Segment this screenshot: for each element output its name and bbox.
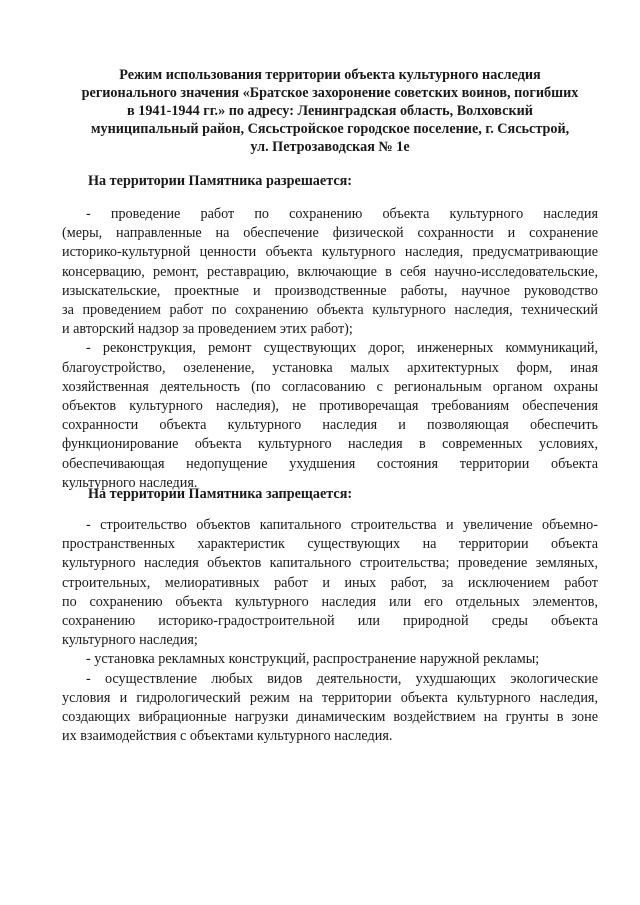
text-line: функционирование объекта культурного наследия в современных условиях, — [62, 436, 598, 453]
prohibited-heading: На территории Памятника запрещается: — [88, 486, 353, 502]
text-line: культурного наследия; — [62, 632, 198, 649]
prohibited-paragraph-construction — [62, 516, 598, 650]
title-line: в 1941-1944 гг.» по адресу: Ленинградская область, Волховский — [127, 103, 533, 119]
document-title — [60, 66, 600, 156]
text-line: создающих вибрационные нагрузки динамическим воздействием на грунты в зоне — [62, 709, 598, 726]
text-line: строительных, мелиоративных работ и иных работ, за исключением работ — [62, 574, 598, 591]
text-line: культурного наследия объектов капитального строительства; проведение земляных, — [62, 555, 598, 572]
text-line: - проведение работ по сохранению объекта культурного наследия — [86, 206, 598, 222]
text-line: по сохранению объекта культурного наследия или его отдельных элементов, — [62, 593, 598, 610]
text-line: - осуществление любых видов деятельности, ухудшающих экологические — [86, 670, 598, 687]
text-line: условия и гидрологический режим на территории объекта культурного наследия, — [62, 689, 598, 706]
allowed-heading: На территории Памятника разрешается: — [88, 173, 353, 189]
title-line: Режим использования территории объекта культурного наследия — [119, 67, 541, 83]
text-line: культурного наследия. — [62, 474, 198, 491]
text-line: сохранению историко-градостроительной или природной среды объекта — [62, 613, 598, 630]
prohibited-paragraph-ecology — [62, 670, 598, 747]
text-line: консервацию, ремонт, реставрацию, включающие в себя научно-исследовательские, — [62, 263, 598, 280]
text-line: историко-культурной ценности объекта культурного наследия, предусматривающие — [62, 244, 598, 261]
allowed-paragraph-reconstruction — [62, 339, 598, 493]
text-line: сохранности объекта культурного наследия и позволяющая обеспечить — [62, 417, 598, 434]
title-line: муниципальный район, Сясьстройское городское поселение, г. Сясьстрой, — [90, 121, 570, 137]
text-line: обеспечивающая недопущение ухудшения состояния территории объекта — [62, 455, 598, 472]
title-line: регионального значения «Братское захоронение советских воинов, погибших — [81, 85, 579, 101]
text-line: объектов культурного наследия), не противоречащая требованиям обеспечения — [62, 398, 598, 415]
text-line: - реконструкция, ремонт существующих дорог, инженерных коммуникаций, — [86, 340, 598, 357]
title-line: ул. Петрозаводская № 1е — [250, 139, 410, 155]
text-line: (меры, направленные на обеспечение физической сохранности и сохранение — [62, 225, 598, 242]
prohibited-section — [62, 516, 598, 746]
text-line: хозяйственная деятельность (по согласованию с региональным органом охраны — [62, 378, 598, 395]
text-line: - строительство объектов капитального строительства и увеличение объемно- — [86, 517, 598, 533]
text-line: изыскательские, проектные и производственные работы, научное руководство — [62, 282, 598, 299]
text-line: за проведением работ по сохранению объекта культурного наследия, технический — [62, 302, 598, 319]
text-line: благоустройство, озеленение, установка малых архитектурных форм, иная — [62, 359, 598, 376]
text-line: и авторский надзор за проведением этих работ); — [62, 321, 353, 338]
text-line: пространственных характеристик существующих на территории объекта — [62, 536, 598, 553]
text-line: их взаимодействия с объектами культурного наследия. — [62, 728, 393, 745]
text-line: - установка рекламных конструкций, распространение наружной рекламы; — [86, 651, 540, 668]
allowed-section — [62, 205, 598, 493]
allowed-paragraph-conservation — [62, 205, 598, 339]
prohibited-paragraph-advertising — [62, 650, 598, 669]
